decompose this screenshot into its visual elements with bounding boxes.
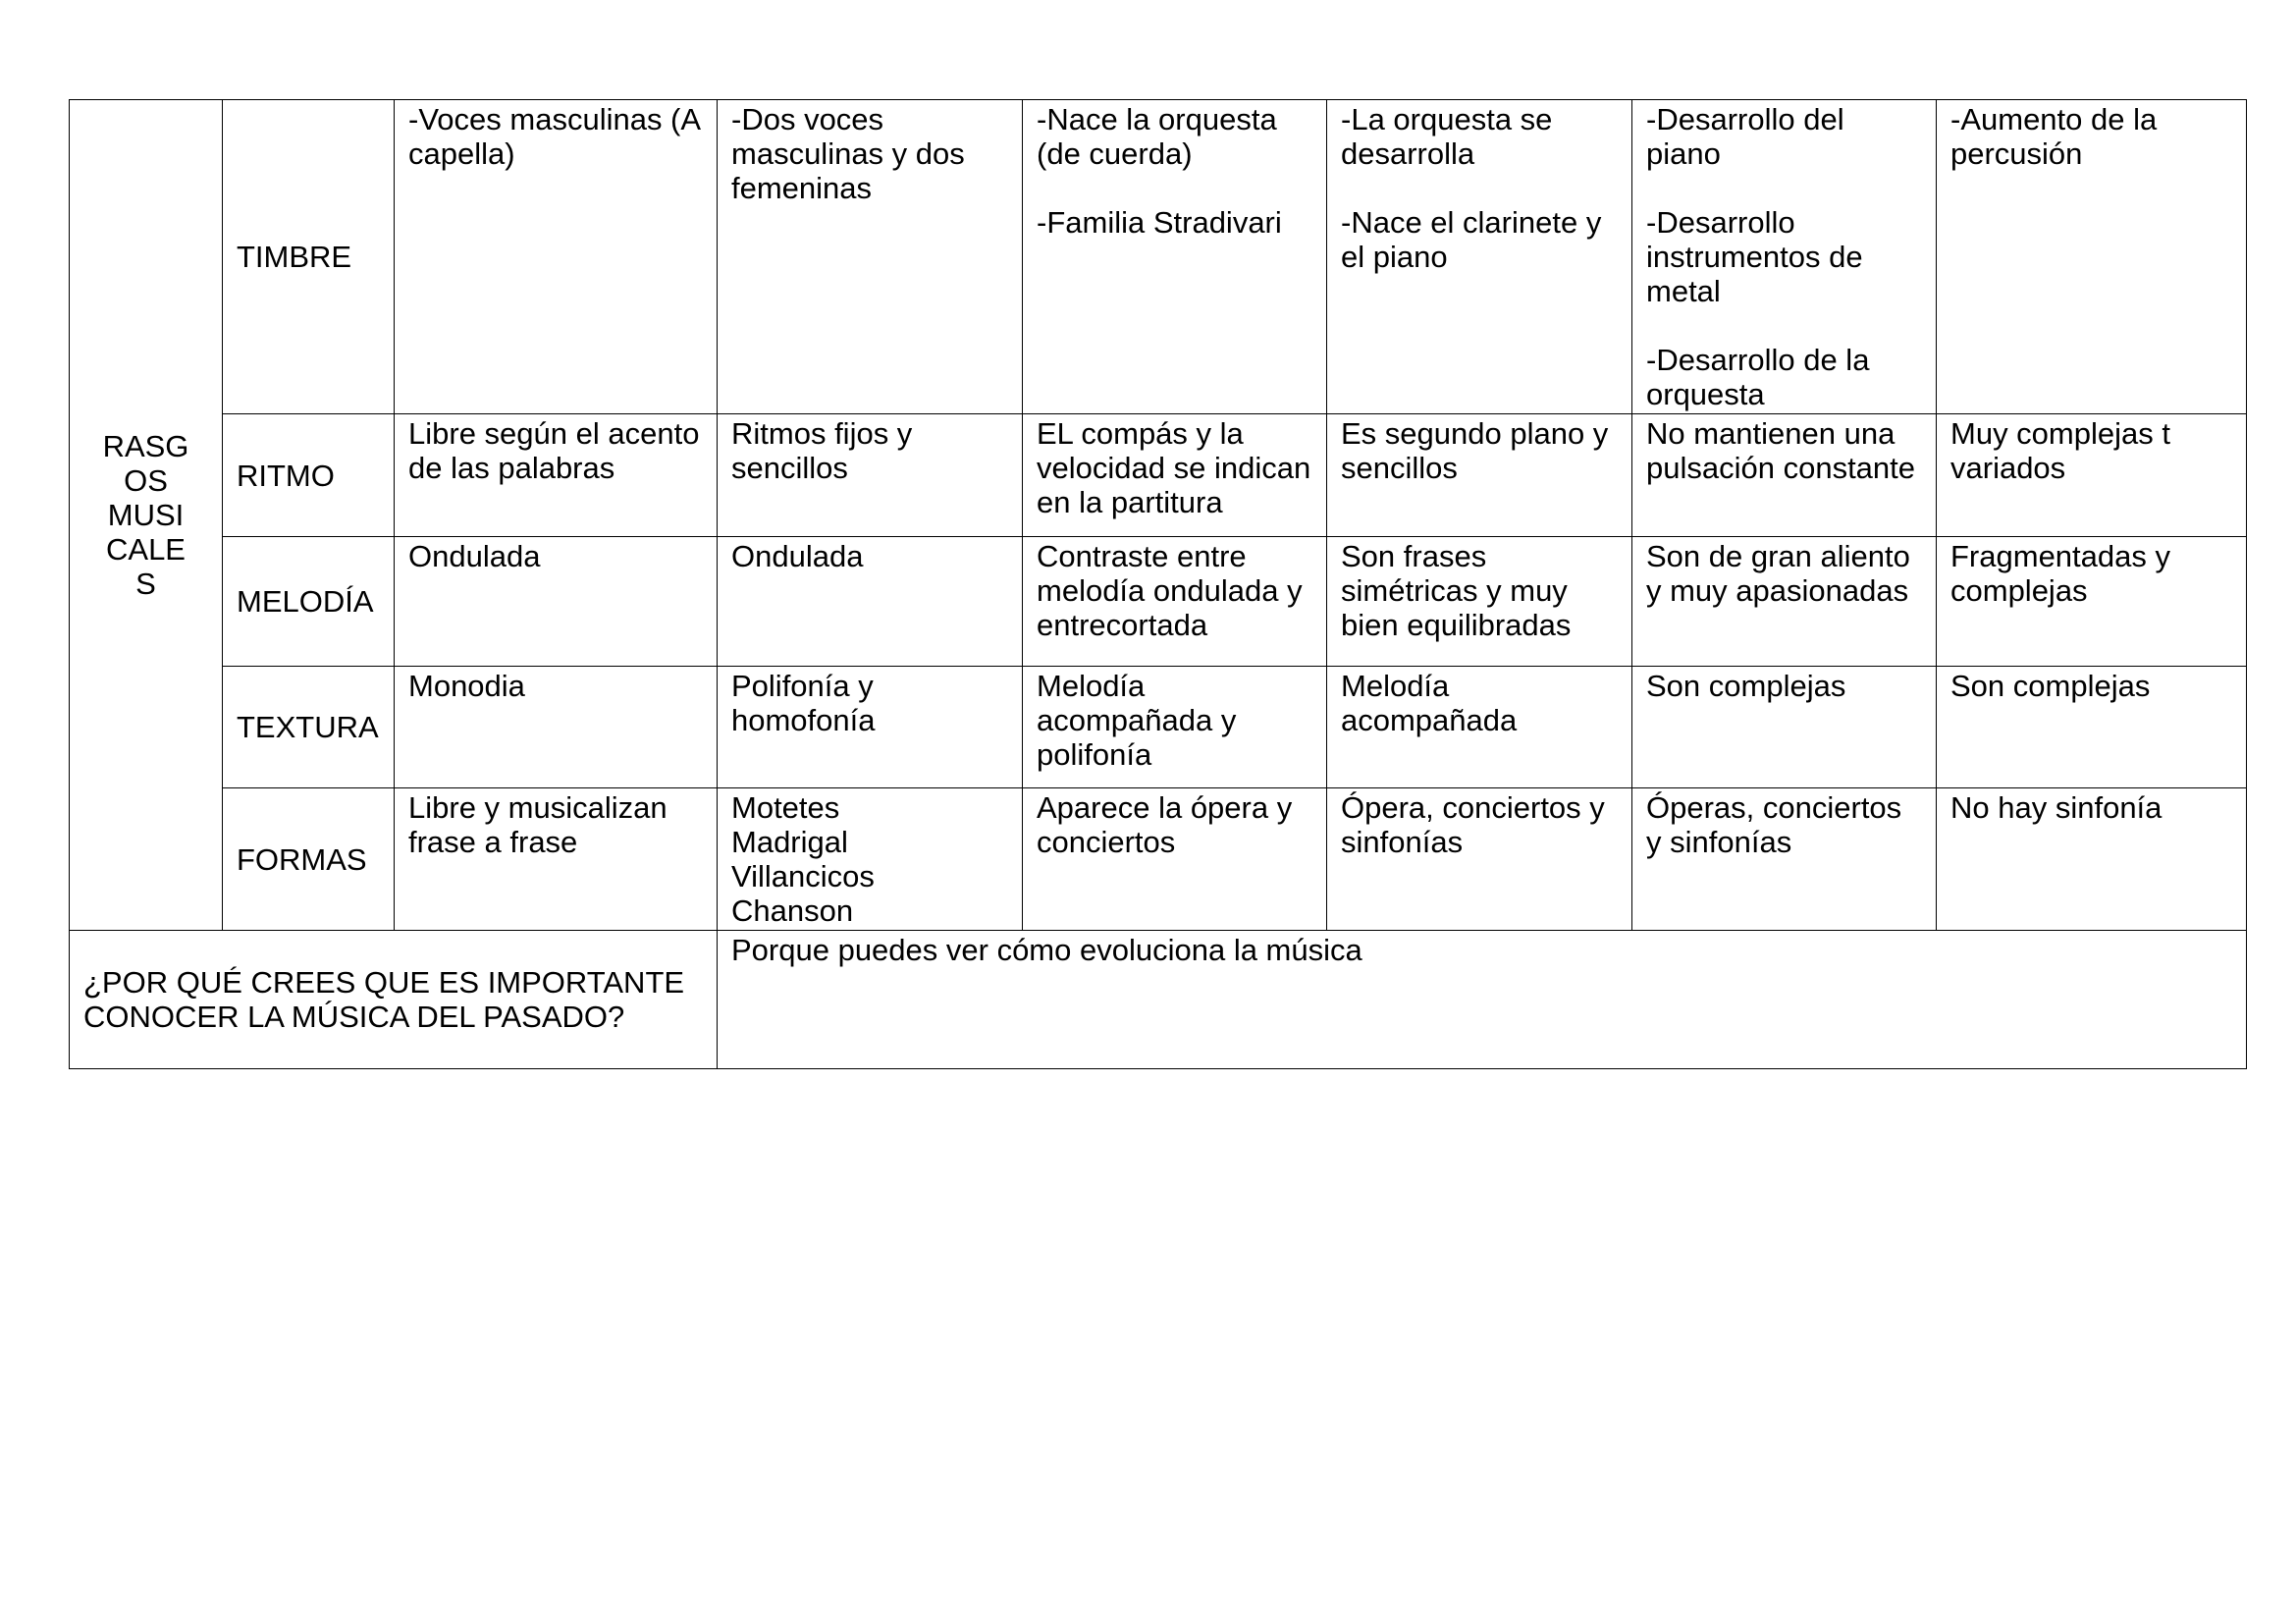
table-cell — [1327, 100, 1632, 414]
cell-text-line: -Dos voces — [731, 102, 884, 136]
cell-text-line: Aparece la ópera y — [1037, 790, 1293, 825]
cell-text-line: masculinas y dos — [731, 136, 965, 171]
row-label-melodia: MELODÍA — [223, 537, 395, 667]
cell-text-line: Motetes — [731, 790, 840, 825]
cell-text-line: No hay sinfonía — [1950, 790, 2163, 825]
table-cell — [1023, 788, 1327, 931]
cell-text-line: percusión — [1950, 136, 2083, 171]
table-row — [70, 100, 2247, 414]
table-cell — [1632, 788, 1937, 931]
cell-text-line: sinfonías — [1341, 825, 1464, 859]
cell-text-line: Libre y musicalizan — [408, 790, 667, 825]
cell-text-line: -Nace el clarinete y — [1341, 205, 1602, 240]
cell-text-line: Fragmentadas y — [1950, 539, 2170, 573]
answer-text: Porque puedes ver cómo evoluciona la música — [731, 933, 1362, 967]
cell-text-line: frase a frase — [408, 825, 578, 859]
table-cell — [395, 537, 718, 667]
group-label-line: CALE — [106, 532, 186, 567]
cell-text-line: conciertos — [1037, 825, 1176, 859]
cell-text-line: pulsación constante — [1646, 451, 1916, 485]
cell-text-line: velocidad se indican — [1037, 451, 1311, 485]
cell-text-line: -Desarrollo — [1646, 205, 1795, 240]
question-cell — [70, 931, 718, 1069]
cell-text-line: instrumentos de — [1646, 240, 1863, 274]
cell-text-line: y sinfonías — [1646, 825, 1792, 859]
cell-text-line: melodía ondulada y — [1037, 573, 1303, 608]
music-traits-table — [69, 99, 2247, 1069]
question-text-line: CONOCER LA MÚSICA DEL PASADO? — [83, 1000, 625, 1034]
cell-text-line: variados — [1950, 451, 2066, 485]
cell-text-line: Muy complejas t — [1950, 416, 2170, 451]
cell-text-line: Contraste entre — [1037, 539, 1247, 573]
cell-text-line: en la partitura — [1037, 485, 1223, 519]
cell-text-line: Polifonía y — [731, 669, 874, 703]
table-cell — [1937, 667, 2247, 788]
cell-text-line: -Nace la orquesta — [1037, 102, 1277, 136]
table-cell — [1023, 100, 1327, 414]
cell-text-line: -Aumento de la — [1950, 102, 2158, 136]
cell-text-line: Ritmos fijos y — [731, 416, 913, 451]
cell-text-line: Ópera, conciertos y — [1341, 790, 1605, 825]
cell-text-line: bien equilibradas — [1341, 608, 1572, 642]
table-row — [70, 788, 2247, 931]
group-label-line: RASG — [102, 429, 189, 463]
group-label-line: S — [135, 567, 156, 601]
table-cell — [718, 788, 1023, 931]
cell-text-line: y muy apasionadas — [1646, 573, 1909, 608]
music-traits-sheet — [69, 99, 2246, 1069]
cell-text-line: Son complejas — [1950, 669, 2151, 703]
table-cell — [718, 667, 1023, 788]
group-label-line: OS — [124, 463, 168, 498]
cell-text-line: Óperas, conciertos — [1646, 790, 1902, 825]
table-cell — [1023, 414, 1327, 537]
table-cell — [395, 667, 718, 788]
cell-text-line: acompañada — [1341, 703, 1518, 737]
table-cell — [1632, 414, 1937, 537]
cell-text-line: homofonía — [731, 703, 876, 737]
cell-text-line: Melodía — [1341, 669, 1450, 703]
table-cell — [718, 537, 1023, 667]
table-cell — [1937, 537, 2247, 667]
table-cell — [1937, 414, 2247, 537]
cell-text-line: metal — [1646, 274, 1721, 308]
cell-text-line: Es segundo plano y — [1341, 416, 1609, 451]
table-cell — [1632, 537, 1937, 667]
row-label-timbre: TIMBRE — [223, 100, 395, 414]
cell-text-line: Monodia — [408, 669, 525, 703]
cell-text-line: femeninas — [731, 171, 873, 205]
table-cell — [395, 100, 718, 414]
cell-text-line: capella) — [408, 136, 515, 171]
row-label-ritmo: RITMO — [223, 414, 395, 537]
cell-text-line: Ondulada — [408, 539, 541, 573]
table-row — [70, 667, 2247, 788]
cell-text-line: Son complejas — [1646, 669, 1846, 703]
table-cell — [1327, 788, 1632, 931]
cell-text-line: -Desarrollo del — [1646, 102, 1844, 136]
cell-text-line: el piano — [1341, 240, 1448, 274]
cell-text-line: simétricas y muy — [1341, 573, 1568, 608]
cell-text-line: Son frases — [1341, 539, 1487, 573]
cell-text-line: piano — [1646, 136, 1721, 171]
question-text-line: ¿POR QUÉ CREES QUE ES IMPORTANTE — [83, 965, 685, 1000]
cell-text-line: -Voces masculinas (A — [408, 102, 702, 136]
table-row — [70, 931, 2247, 1069]
cell-text-line: orquesta — [1646, 377, 1765, 411]
table-cell — [718, 414, 1023, 537]
cell-text-line: No mantienen una — [1646, 416, 1896, 451]
table-cell — [1327, 537, 1632, 667]
table-cell — [1327, 667, 1632, 788]
table-cell — [1632, 667, 1937, 788]
table-body — [70, 100, 2247, 1069]
table-cell — [1937, 100, 2247, 414]
table-row — [70, 537, 2247, 667]
cell-text-line: sencillos — [1341, 451, 1458, 485]
table-cell — [395, 788, 718, 931]
cell-text-line: Villancicos — [731, 859, 875, 893]
table-cell — [1023, 667, 1327, 788]
cell-text-line: Ondulada — [731, 539, 864, 573]
table-cell — [1937, 788, 2247, 931]
table-cell — [1023, 537, 1327, 667]
group-header-cell — [70, 100, 223, 931]
row-label-textura: TEXTURA — [223, 667, 395, 788]
cell-text-line: entrecortada — [1037, 608, 1208, 642]
cell-text-line: desarrolla — [1341, 136, 1475, 171]
cell-text-line: Son de gran aliento — [1646, 539, 1910, 573]
cell-text-line: -Familia Stradivari — [1037, 205, 1282, 240]
table-row — [70, 414, 2247, 537]
cell-text-line: sencillos — [731, 451, 848, 485]
cell-text-line: Libre según el acento — [408, 416, 700, 451]
cell-text-line: -Desarrollo de la — [1646, 343, 1870, 377]
table-cell — [718, 100, 1023, 414]
cell-text-line: Madrigal — [731, 825, 848, 859]
table-cell — [1327, 414, 1632, 537]
cell-text-line: de las palabras — [408, 451, 615, 485]
row-label-formas: FORMAS — [223, 788, 395, 931]
cell-text-line: -La orquesta se — [1341, 102, 1553, 136]
table-cell — [1632, 100, 1937, 414]
cell-text-line: acompañada y — [1037, 703, 1237, 737]
table-cell — [395, 414, 718, 537]
cell-text-line: Chanson — [731, 893, 854, 928]
cell-text-line: complejas — [1950, 573, 2088, 608]
answer-cell — [718, 931, 2247, 1069]
cell-text-line: EL compás y la — [1037, 416, 1244, 451]
group-label-line: MUSI — [107, 498, 185, 532]
cell-text-line: (de cuerda) — [1037, 136, 1193, 171]
cell-text-line: polifonía — [1037, 737, 1152, 772]
cell-text-line: Melodía — [1037, 669, 1146, 703]
